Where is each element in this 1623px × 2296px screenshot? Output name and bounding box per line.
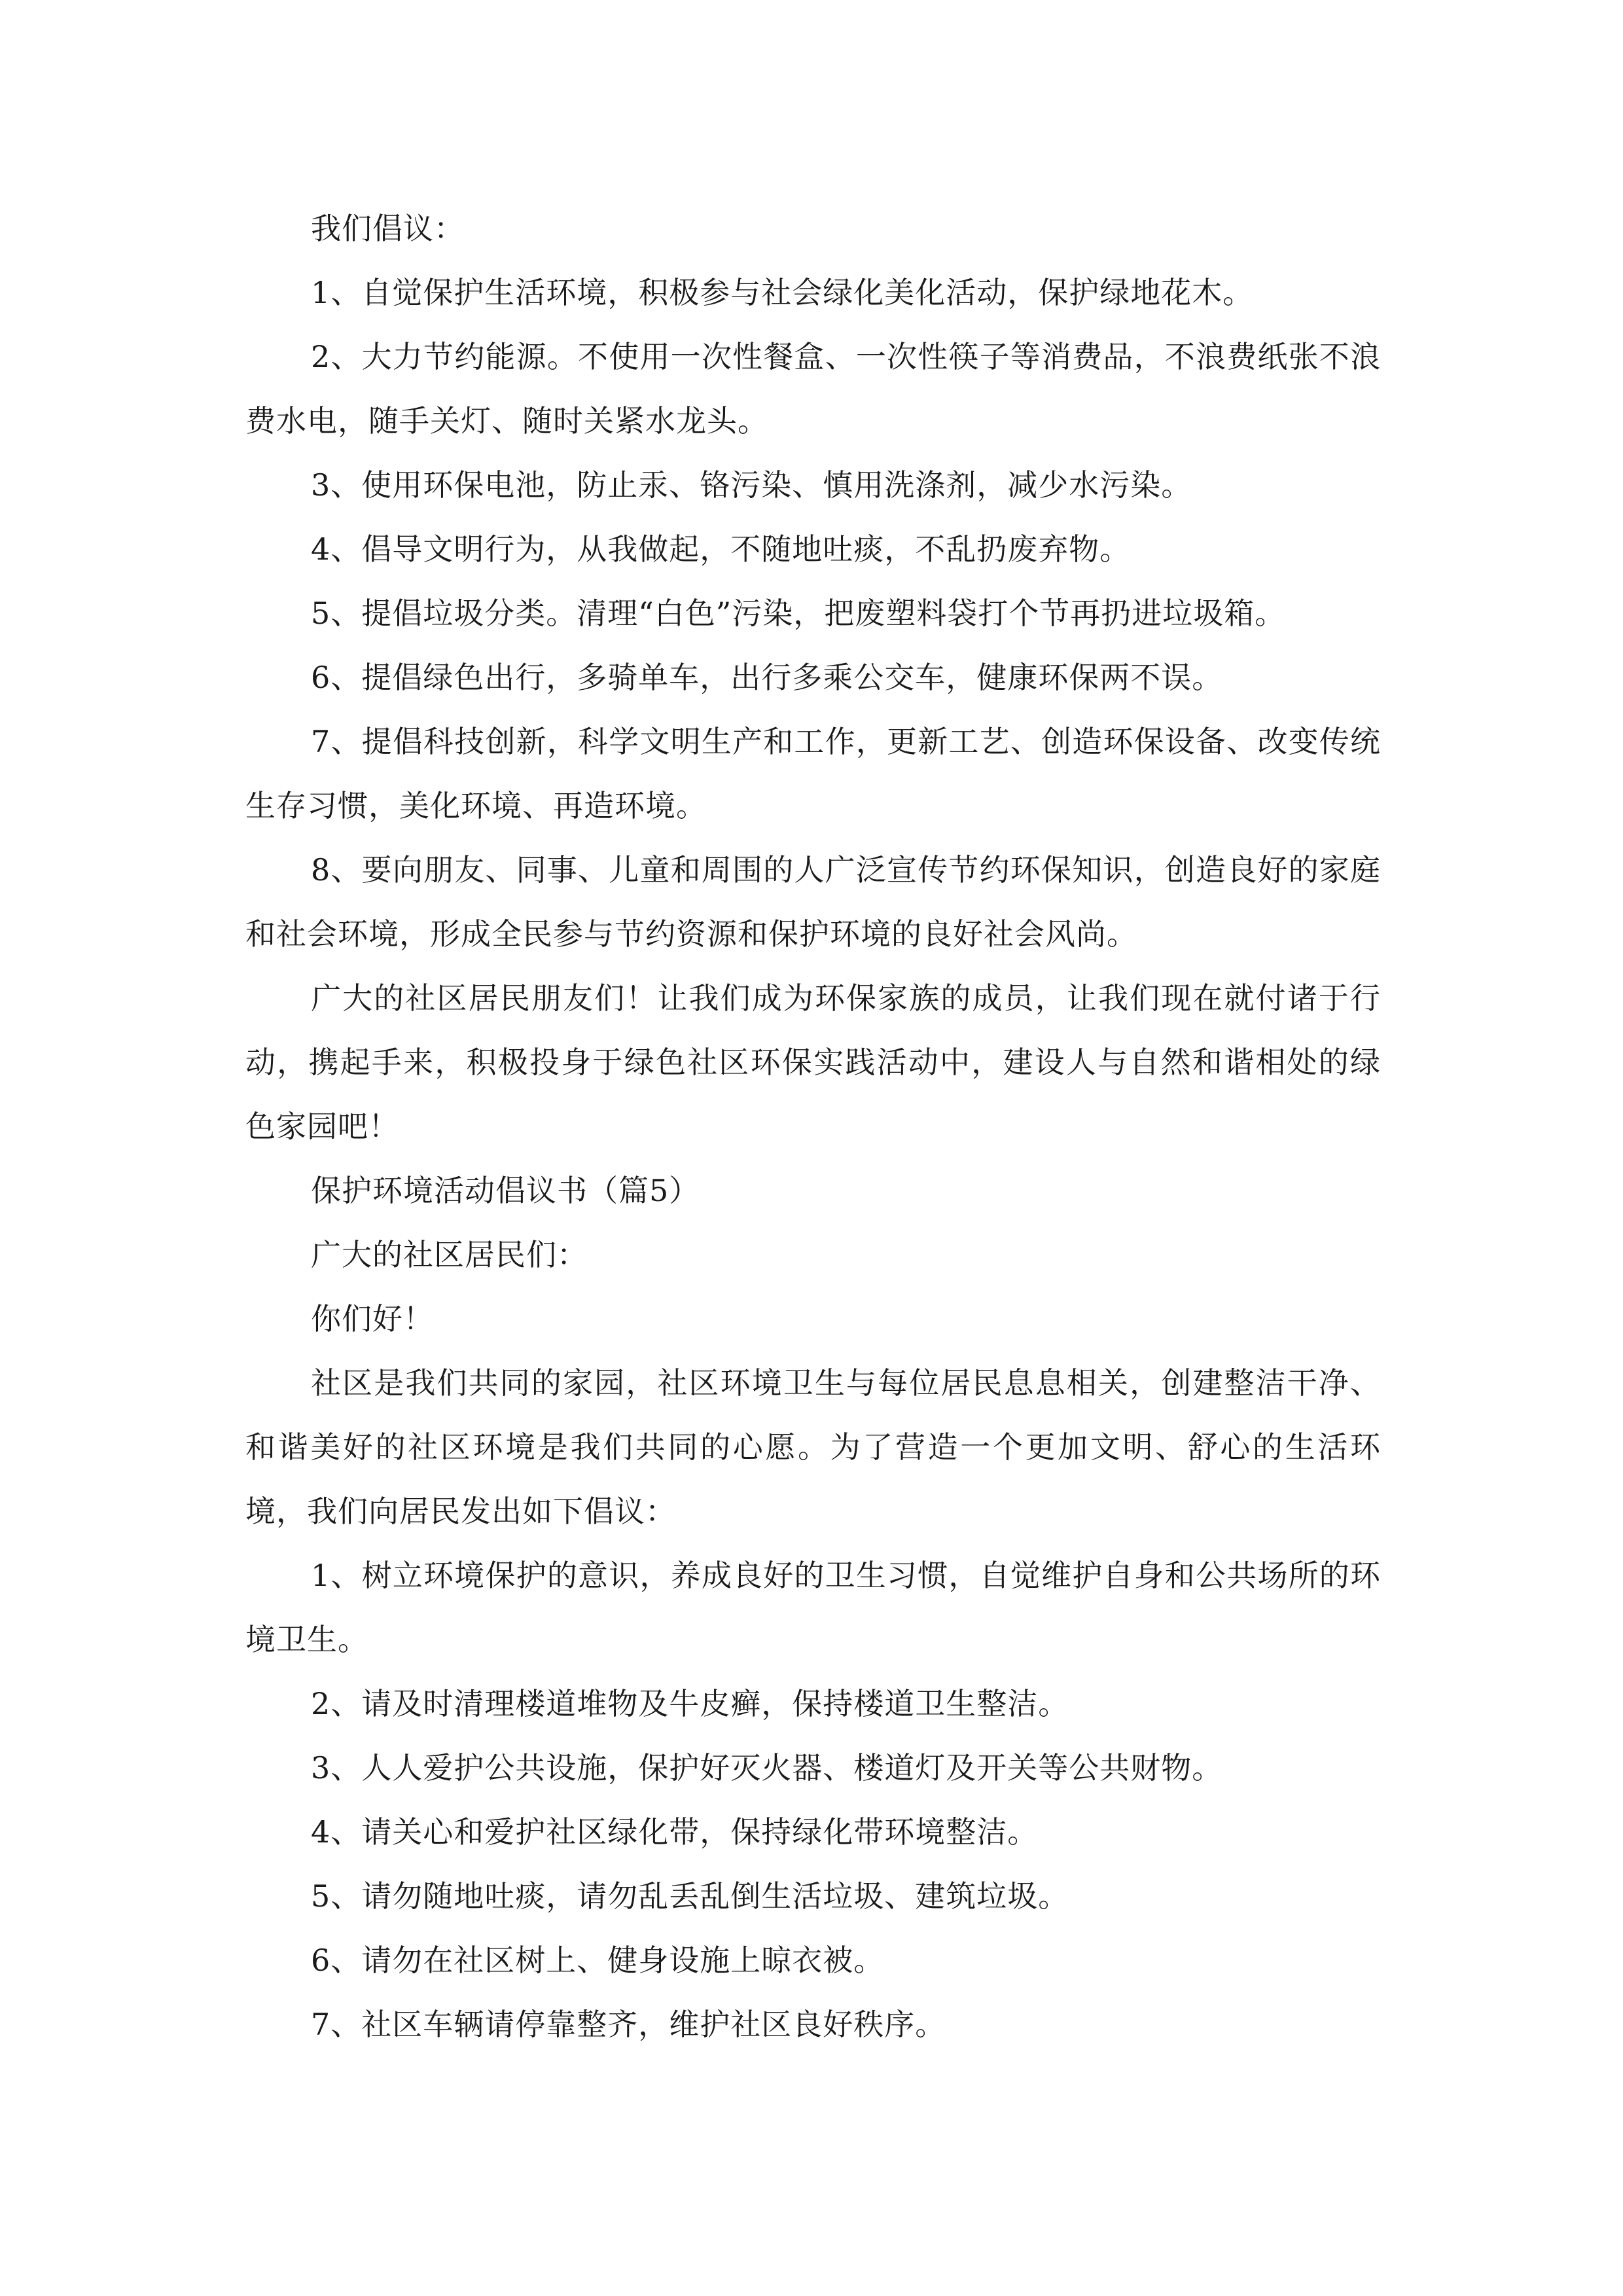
- document-body: [245, 196, 1381, 2056]
- paragraph-section-item-1: 1、树立环境保护的意识，养成良好的卫生习惯，自觉维护自身和公共场所的环境卫生。: [245, 1558, 1381, 1657]
- paragraph-item-4: 4、倡导文明行为，从我做起，不随地吐痰，不乱扔废弃物。: [311, 531, 1131, 567]
- section-title: 保护环境活动倡议书（篇5）: [311, 1173, 700, 1208]
- paragraph-salutation: 广大的社区居民们：: [311, 1237, 588, 1272]
- paragraph-section-item-3: 3、人人爱护公共设施，保护好灭火器、楼道灯及开关等公共财物。: [311, 1750, 1223, 1785]
- paragraph-section-intro: 社区是我们共同的家园，社区环境卫生与每位居民息息相关，创建整洁干净、和谐美好的社区环境是我们共同的心愿。为了营造一个更加文明、舒心的生活环境，我们向居民发出如下倡议：: [245, 1365, 1381, 1529]
- paragraph-greeting: 你们好！: [311, 1301, 434, 1336]
- paragraph-section-item-5: 5、请勿随地吐痰，请勿乱丢乱倒生活垃圾、建筑垃圾。: [311, 1878, 1069, 1914]
- paragraph-proposal-intro: 我们倡议：: [311, 211, 465, 246]
- paragraph-item-3: 3、使用环保电池，防止汞、铬污染、慎用洗涤剂，减少水污染。: [311, 467, 1192, 503]
- paragraph-item-6: 6、提倡绿色出行，多骑单车，出行多乘公交车，健康环保两不误。: [311, 660, 1223, 695]
- paragraph-section-item-4: 4、请关心和爱护社区绿化带，保持绿化带环境整洁。: [311, 1814, 1039, 1850]
- paragraph-item-7: 7、提倡科技创新，科学文明生产和工作，更新工艺、创造环保设备、改变传统生存习惯，美化环境、再造环境。: [245, 724, 1381, 823]
- paragraph-item-5: 5、提倡垃圾分类。清理“白色”污染，把废塑料袋打个节再扔进垃圾箱。: [311, 596, 1286, 631]
- paragraph-item-1: 1、自觉保护生活环境，积极参与社会绿化美化活动，保护绿地花木。: [311, 275, 1254, 310]
- paragraph-section-item-6: 6、请勿在社区树上、健身设施上晾衣被。: [311, 1943, 885, 1978]
- paragraph-section-item-2: 2、请及时清理楼道堆物及牛皮癣，保持楼道卫生整洁。: [311, 1686, 1069, 1721]
- paragraph-item-2: 2、大力节约能源。不使用一次性餐盒、一次性筷子等消费品，不浪费纸张不浪费水电，随手关灯、随时关紧水龙头。: [245, 339, 1381, 439]
- paragraph-closing: 广大的社区居民朋友们！让我们成为环保家族的成员，让我们现在就付诸于行动，携起手来，积极投身于绿色社区环保实践活动中，建设人与自然和谐相处的绿色家园吧！: [245, 980, 1381, 1144]
- paragraph-item-8: 8、要向朋友、同事、儿童和周围的人广泛宣传节约环保知识，创造良好的家庭和社会环境，形成全民参与节约资源和保护环境的良好社会风尚。: [245, 852, 1381, 952]
- paragraph-section-item-7: 7、社区车辆请停靠整齐，维护社区良好秩序。: [311, 2007, 946, 2042]
